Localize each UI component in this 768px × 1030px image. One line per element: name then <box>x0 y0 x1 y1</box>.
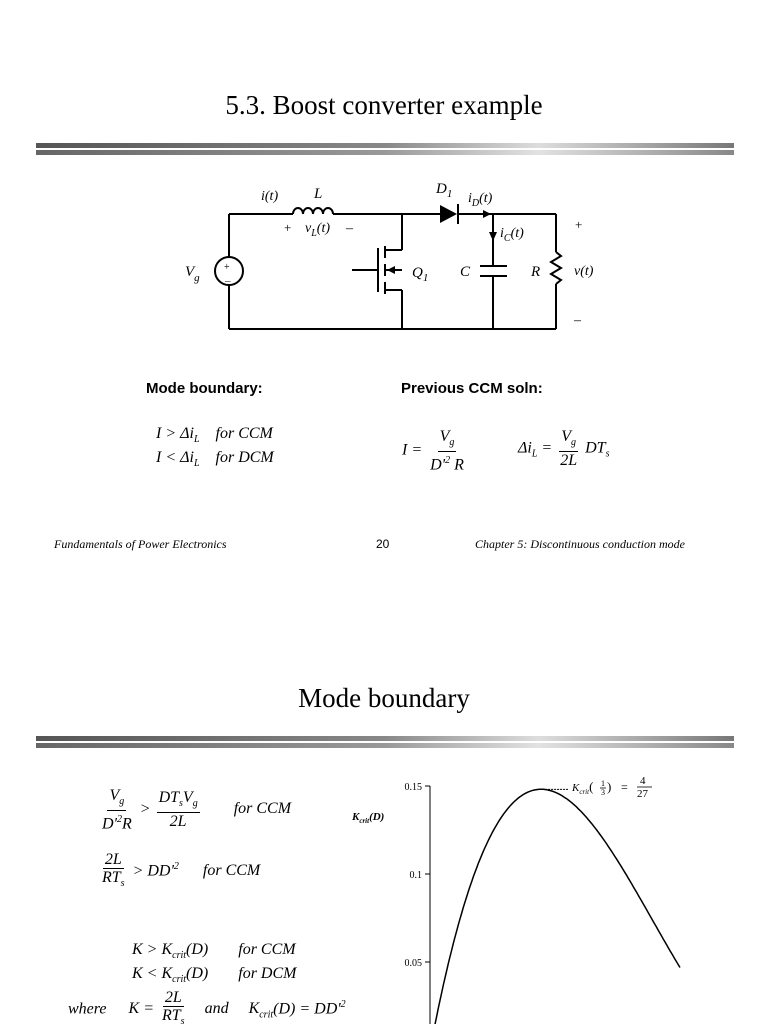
ccm-condition-1: $\frac{V_g}{D'^2R}$ > $\frac{DT_sV_g}{2L}$ for CCM <box>102 787 292 833</box>
cap-current: $i_C(t)$ <box>500 226 524 244</box>
inductor-voltage: $v_L(t)$ <box>305 221 330 239</box>
kcrit-curve <box>430 789 680 1024</box>
current-label: i(t) <box>261 189 279 204</box>
previous-ccm-heading: Previous CCM soln: <box>401 380 543 397</box>
inductor-label: L <box>314 186 323 202</box>
resistor-label: R <box>531 264 541 280</box>
kcrit-axis-label: $K_{crit}(D)$ <box>352 811 385 825</box>
slide2-title: Mode boundary <box>298 683 470 713</box>
dcm-inequality: $I < \Delta i_L$ for DCM <box>156 449 274 470</box>
y-tick-label: 0.1 <box>409 870 422 881</box>
slide1-title: 5.3. Boost converter example <box>225 90 543 120</box>
footer-page-number: 20 <box>376 537 390 551</box>
svg-text:1: 1 <box>601 779 605 788</box>
svg-text:=: = <box>621 780 628 794</box>
source-minus: – <box>225 275 231 287</box>
inductor-minus: – <box>346 221 353 236</box>
output-plus: + <box>575 217 583 232</box>
title-rule-1 <box>36 143 734 155</box>
boost-converter-schematic <box>0 170 768 350</box>
k-definitions: where K = $\frac{2L}{RT_s}$ and $K_{crit}(D) = DD'^2$ <box>68 989 346 1028</box>
k-ccm-condition: $K > K_{crit}(D)$ for CCM <box>132 941 296 962</box>
diode-label: $D_1$ <box>436 181 453 200</box>
peak-annotation <box>571 775 652 800</box>
diode-current: $i_D(t)$ <box>468 191 493 209</box>
title-rule-2 <box>36 736 734 748</box>
svg-text:4: 4 <box>640 775 646 787</box>
output-voltage: v(t) <box>574 264 594 279</box>
current-equation: I = $\frac{V_g}{D'^2 R}$ <box>402 428 464 474</box>
footer-left: Fundamentals of Power Electronics <box>54 537 227 551</box>
source-plus: + <box>224 262 230 273</box>
output-minus: – <box>574 313 581 328</box>
svg-text:3: 3 <box>601 788 605 797</box>
kcrit-chart <box>340 770 768 1024</box>
source-label: $V_g$ <box>185 264 200 284</box>
k-dcm-condition: $K < K_{crit}(D)$ for DCM <box>132 965 297 986</box>
y-tick-label: 0.05 <box>404 958 422 969</box>
mode-boundary-heading: Mode boundary: <box>146 380 263 397</box>
capacitor-label: C <box>460 264 471 280</box>
svg-text:Kcrit(: $K_{crit}$( <box>572 779 594 796</box>
ccm-inequality: $I > \Delta i_L$ for CCM <box>156 425 273 446</box>
switch-label: $Q_1$ <box>412 265 429 284</box>
y-tick-label: 0.15 <box>404 782 422 793</box>
svg-text:): ) <box>607 779 612 794</box>
footer-right: Chapter 5: Discontinuous conduction mode <box>475 537 685 551</box>
svg-text:27: 27 <box>637 788 648 800</box>
ccm-condition-2: $\frac{2L}{RT_s}$ > $DD'^2$ for CCM <box>102 851 261 890</box>
inductor-plus: + <box>284 220 292 235</box>
ripple-equation: $\Delta i_L$ = $\frac{V_g}{2L}$ $DT_s$ <box>518 428 610 470</box>
